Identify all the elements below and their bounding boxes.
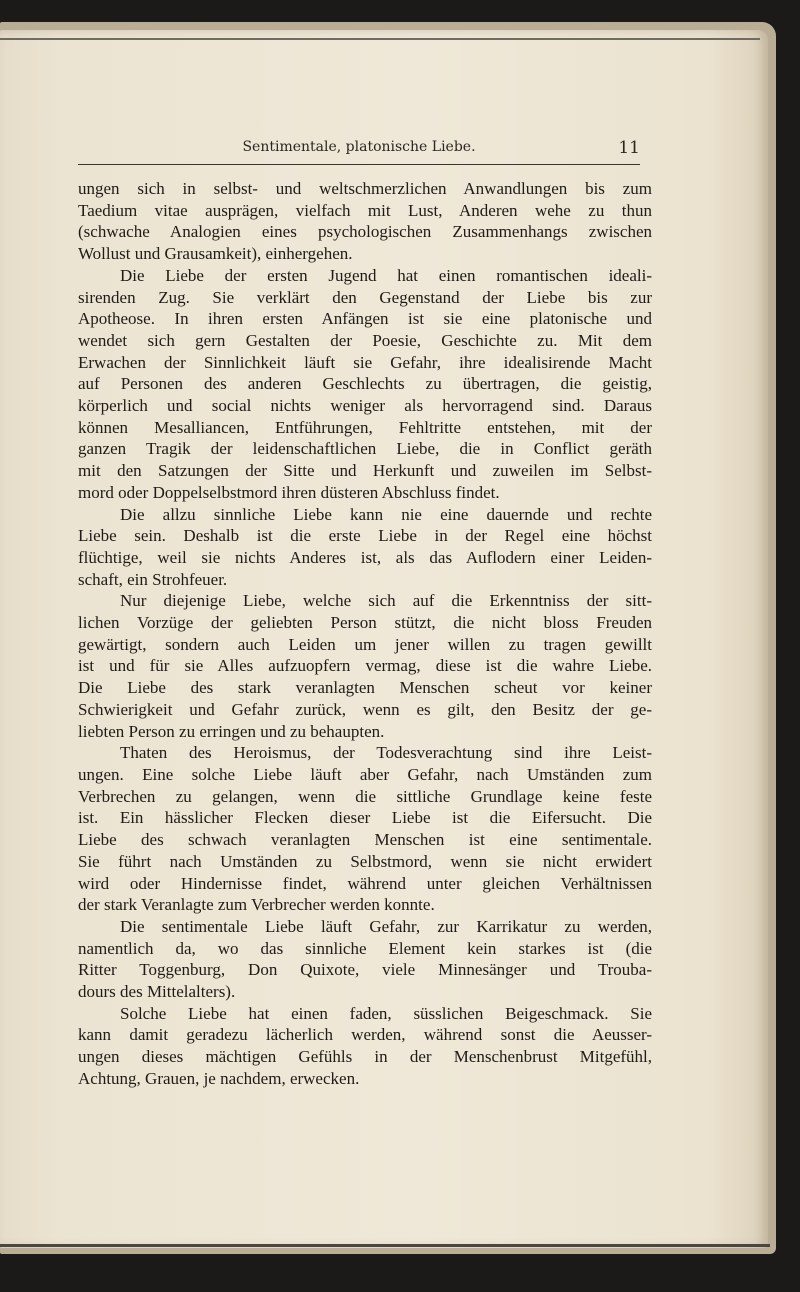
text-line: Verbrechen zu gelangen, wenn die sittliche Grundlage keine feste (78, 786, 652, 806)
page-top-edge (0, 38, 760, 40)
text-line: ungen dieses mächtigen Gefühls in der Menschenbrust Mitgefühl, (78, 1047, 652, 1067)
text-line: ist. Ein hässlicher Flecken dieser Liebe ist die Eifersucht. Die (78, 808, 652, 828)
text-line: Thaten des Heroismus, der Todesverachtung sind ihre Leist- (120, 743, 652, 763)
text-line: Liebe sein. Deshalb ist die erste Liebe in der Regel eine höchst (78, 526, 652, 546)
text-line: können Mesalliancen, Entführungen, Fehltritte entstehen, mit der (78, 417, 652, 437)
text-line: auf Personen des anderen Geschlechts zu übertragen, die geistig, (78, 374, 652, 394)
text-line: mit den Satzungen der Sitte und Herkunft und zuweilen im Selbst- (78, 461, 652, 481)
text-line: Die allzu sinnliche Liebe kann nie eine dauernde und rechte (120, 504, 652, 524)
text-line: Die sentimentale Liebe läuft Gefahr, zur Karrikatur zu werden, (120, 916, 652, 936)
page-bottom-edge (0, 1244, 770, 1247)
text-line: körperlich und social nichts weniger als hervorragend sind. Daraus (78, 396, 652, 416)
text-line: Nur diejenige Liebe, welche sich auf die Erkenntniss der sitt- (120, 591, 652, 611)
text-line: ist und für sie Alles aufzuopfern vermag, diese ist die wahre Liebe. (78, 656, 652, 676)
text-line: flüchtige, weil sie nichts Anderes ist, als das Auflodern einer Leiden- (78, 547, 652, 567)
header-rule (78, 164, 640, 165)
text-line: namentlich da, wo das sinnliche Element kein starkes ist (die (78, 938, 652, 958)
text-line: schaft, ein Strohfeuer. (78, 569, 228, 589)
running-header (78, 139, 640, 163)
text-line: Achtung, Grauen, je nachdem, erwecken. (78, 1068, 360, 1088)
paragraph (78, 1003, 652, 1090)
text-line: Schwierigkeit und Gefahr zurück, wenn es gilt, den Besitz der ge- (78, 699, 652, 719)
text-line: ungen. Eine solche Liebe läuft aber Gefahr, nach Umständen zum (78, 764, 652, 784)
text-line: kann damit geradezu lächerlich werden, während sonst die Aeusser- (78, 1025, 652, 1045)
text-line: (schwache Analogien eines psychologischen Zusammenhangs zwischen (78, 222, 652, 242)
text-line: Ritter Toggenburg, Don Quixote, viele Minnesänger und Trouba- (78, 960, 652, 980)
paragraph (78, 265, 652, 504)
text-line: Sie führt nach Umständen zu Selbstmord, wenn sie nicht erwidert (78, 851, 652, 871)
body-text (78, 178, 652, 1090)
text-line: lichen Vorzüge der geliebten Person stützt, die nicht bloss Freuden (78, 613, 652, 633)
page-number: 11 (618, 138, 640, 158)
text-line: Wollust und Grausamkeit), einhergehen. (78, 244, 353, 264)
running-title: Sentimentale, platonische Liebe. (242, 139, 476, 155)
paragraph (78, 590, 652, 742)
text-line: Apotheose. In ihren ersten Anfängen ist sie eine platonische und (78, 309, 652, 329)
text-line: Die Liebe der ersten Jugend hat einen romantischen ideali- (120, 265, 652, 285)
text-line: der stark Veranlagte zum Verbrecher werden konnte. (78, 895, 435, 915)
text-line: mord oder Doppelselbstmord ihren düsteren Abschluss findet. (78, 482, 500, 502)
text-line: sirenden Zug. Sie verklärt den Gegenstand der Liebe bis zur (78, 287, 652, 307)
paragraph (78, 742, 652, 916)
text-line: liebten Person zu erringen und zu behaupten. (78, 721, 385, 741)
text-line: Liebe des schwach veranlagten Menschen ist eine sentimentale. (78, 830, 652, 850)
text-line: Die Liebe des stark veranlagten Menschen scheut vor keiner (78, 678, 652, 698)
text-line: Solche Liebe hat einen faden, süsslichen Beigeschmack. Sie (120, 1003, 652, 1023)
text-line: dours des Mittelalters). (78, 982, 236, 1002)
paragraph (78, 916, 652, 1003)
text-line: wird oder Hindernisse findet, während unter gleichen Verhältnissen (78, 873, 652, 893)
text-line: gewärtigt, sondern auch Leiden um jener willen zu tragen gewillt (78, 634, 652, 654)
text-line: ungen sich in selbst- und weltschmerzlichen Anwandlungen bis zum (78, 179, 652, 198)
text-line: Taedium vitae ausprägen, vielfach mit Lust, Anderen wehe zu thun (78, 200, 652, 220)
text-line: wendet sich gern Gestalten der Poesie, Geschichte zu. Mit dem (78, 330, 652, 350)
text-line: Erwachen der Sinnlichkeit läuft sie Gefahr, ihre idealisirende Macht (78, 352, 652, 372)
paragraph (78, 178, 652, 265)
paragraph (78, 504, 652, 591)
text-line: ganzen Tragik der leidenschaftlichen Liebe, die in Conflict geräth (78, 439, 652, 459)
